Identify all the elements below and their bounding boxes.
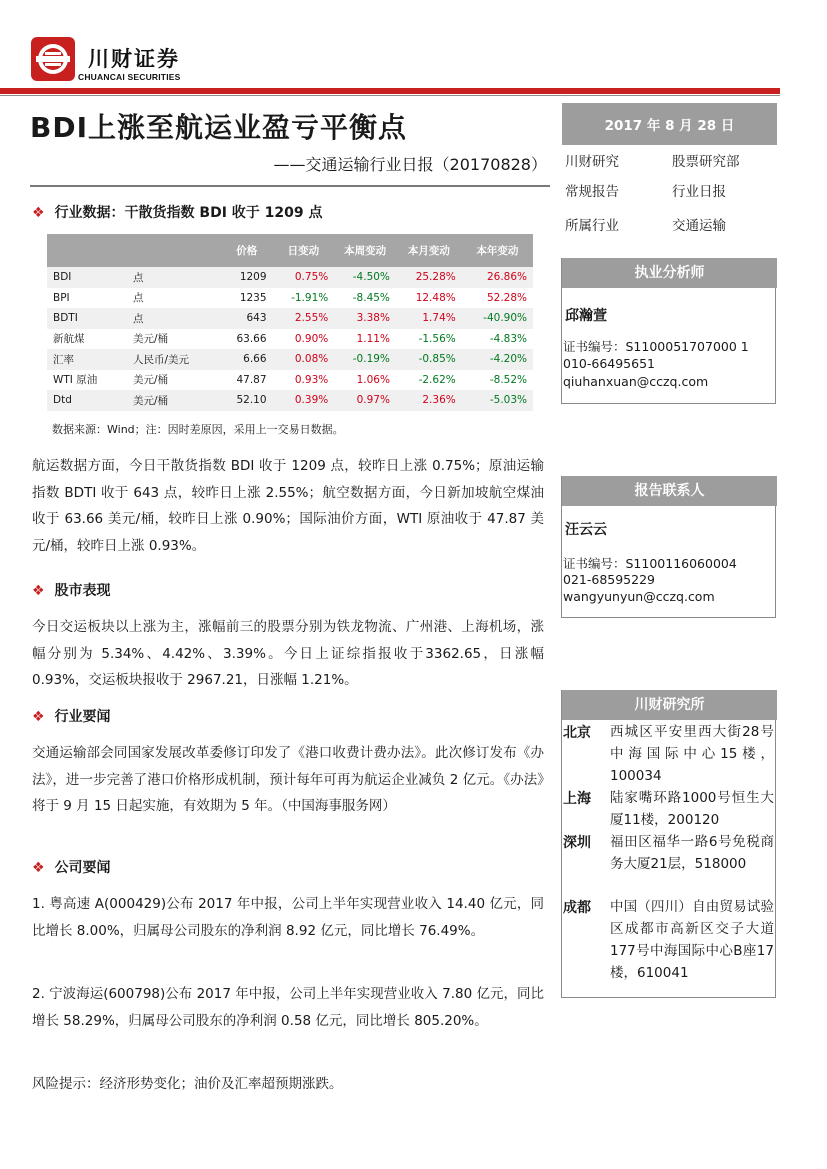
col-header: 本周变动 — [334, 234, 396, 267]
row-month: -1.56% — [418, 332, 456, 345]
row-year: -4.20% — [462, 349, 533, 370]
row-price: 643 — [221, 308, 273, 329]
company-news-item: 2. 宁波海运(600798)公布 2017 年中报，公司上半年实现营业收入 7.80 亿元，同比增长 58.29%，归属母公司股东的净利润 0.58 亿元，同比增长 805.20%。 — [32, 986, 544, 1029]
row-year: -5.03% — [462, 390, 533, 411]
office-city: 北京 — [563, 725, 591, 741]
row-week: 0.97% — [334, 390, 396, 411]
risk-note: 风险提示：经济形势变化；油价及汇率超预期涨跌。 — [32, 1076, 343, 1092]
row-month: 2.36% — [396, 390, 462, 411]
row-week: 1.06% — [356, 373, 390, 386]
office-city: 上海 — [563, 791, 591, 807]
analyst-header: 执业分析师 — [562, 258, 777, 288]
company-logo-icon — [31, 37, 75, 81]
section-heading-news: ❖ 行业要闻 — [32, 709, 111, 725]
row-month: 25.28% — [396, 267, 462, 288]
row-year: -40.90% — [462, 308, 533, 329]
row-month: 12.48% — [415, 291, 456, 304]
row-unit: 美元/桶 — [133, 390, 221, 411]
section-heading-company: ❖ 公司要闻 — [32, 860, 111, 876]
table-row — [47, 390, 533, 411]
diamond-bullet-icon: ❖ — [32, 583, 45, 599]
row-week: -0.19% — [334, 349, 396, 370]
row-price: 1235 — [239, 291, 267, 304]
table-row — [47, 329, 533, 350]
row-unit: 美元/桶 — [133, 333, 169, 346]
diamond-bullet-icon: ❖ — [32, 860, 45, 876]
meta-label: 所属行业 — [565, 218, 619, 234]
contact-name: 汪云云 — [565, 522, 607, 538]
analyst-name: 邱瀚萱 — [565, 308, 607, 324]
report-subtitle: ——交通运输行业日报（20170828） — [273, 155, 547, 174]
row-name: Dtd — [47, 390, 133, 411]
row-price: 63.66 — [236, 332, 267, 345]
contact-header: 报告联系人 — [562, 476, 777, 506]
contact-phone: 021-68595229 — [563, 572, 655, 587]
report-date: 2017 年 8 月 28 日 — [562, 103, 777, 145]
meta-value: 交通运输 — [672, 218, 726, 234]
row-name: 汇率 — [47, 349, 133, 370]
analyst-cert: 证书编号：S1100051707000 1 — [563, 339, 749, 354]
row-price: 6.66 — [221, 349, 273, 370]
header-divider — [0, 88, 780, 94]
row-week: -4.50% — [334, 267, 396, 288]
header-divider-shadow — [0, 95, 780, 96]
office-address: 西城区平安里西大街28号中海国际中心15楼，100034 — [610, 724, 774, 784]
row-name: BPI — [53, 291, 70, 304]
table-header-row — [47, 234, 533, 267]
office-city: 深圳 — [563, 835, 591, 851]
market-text: 今日交运板块以上涨为主，涨幅前三的股票分别为铁龙物流、广州港、上海机场，涨幅分别为 5.34%、4.42%、3.39%。今日上证综指报收于3362.65，日涨幅 0.93%，交运板块报收于 2967.21，日涨幅 1.21%。 — [32, 619, 544, 688]
title-rule — [30, 185, 550, 187]
row-year: 26.86% — [462, 267, 533, 288]
office-address: 中国（四川）自由贸易试验区成都市高新区交子大道177号中海国际中心B座17楼，610041 — [610, 899, 774, 981]
company-name-cn: 川财证券 — [88, 47, 180, 71]
row-week: -8.45% — [352, 291, 390, 304]
meta-value: 股票研究部 — [672, 154, 740, 170]
contact-cert: 证书编号：S1100116060004 — [563, 556, 737, 571]
row-month: -0.85% — [396, 349, 462, 370]
row-name: BDI — [47, 267, 133, 288]
row-price: 47.87 — [236, 373, 267, 386]
row-day: 0.75% — [273, 267, 335, 288]
row-day: 0.90% — [294, 332, 329, 345]
section-heading-market: ❖ 股市表现 — [32, 583, 111, 599]
office-city: 成都 — [563, 900, 591, 916]
company-name-en: CHUANCAI SECURITIES — [78, 72, 181, 82]
table-row — [47, 349, 533, 370]
meta-value: 行业日报 — [672, 184, 726, 200]
row-unit: 点 — [133, 292, 144, 305]
row-month: -2.62% — [418, 373, 456, 386]
table-row — [47, 308, 533, 329]
row-price: 52.10 — [221, 390, 273, 411]
meta-label: 川财研究 — [565, 154, 619, 170]
row-unit: 点 — [133, 308, 221, 329]
institute-header: 川财研究所 — [562, 690, 777, 720]
table-row — [47, 288, 533, 309]
col-header: 本年变动 — [462, 234, 533, 267]
row-year: 52.28% — [486, 291, 527, 304]
news-text: 交通运输部会同国家发展改革委修订印发了《港口收费计费办法》。此次修订发布《办法》，进一步完善了港口价格形成机制，预计每年可再为航运企业减负 2 亿元。《办法》将于 9 月 15 日起实施，有效期为 5 年。（中国海事服务网） — [32, 745, 544, 814]
row-week: 3.38% — [334, 308, 396, 329]
row-price: 1209 — [221, 267, 273, 288]
industry-data-table — [47, 234, 533, 411]
row-unit: 点 — [133, 267, 221, 288]
col-header: 价格 — [221, 234, 273, 267]
report-title: BDI上涨至航运业盈亏平衡点 — [30, 111, 408, 144]
office-address: 福田区福华一路6号免税商务大厦21层，518000 — [610, 834, 774, 872]
row-day: -1.91% — [291, 291, 329, 304]
row-name: 新航煤 — [53, 333, 85, 346]
row-day: 0.08% — [273, 349, 335, 370]
company-news-item: 1. 粤高速 A(000429)公布 2017 年中报，公司上半年实现营业收入 14.40 亿元，同比增长 8.00%，归属母公司股东的净利润 8.92 亿元，同比增长 76.49%。 — [32, 896, 544, 939]
section-heading-industry: ❖ 行业数据：干散货指数 BDI 收于 1209 点 — [32, 205, 323, 221]
col-header: 本月变动 — [396, 234, 462, 267]
diamond-bullet-icon: ❖ — [32, 205, 45, 221]
row-day: 0.39% — [273, 390, 335, 411]
table-row — [47, 267, 533, 288]
row-year: -4.83% — [489, 332, 527, 345]
row-day: 0.93% — [294, 373, 329, 386]
row-unit: 美元/桶 — [133, 374, 169, 387]
row-unit: 人民币/美元 — [133, 349, 221, 370]
table-source-note: 数据来源：Wind；注：因时差原因，采用上一交易日数据。 — [52, 423, 344, 436]
row-name: WTI 原油 — [53, 374, 98, 387]
row-day: 2.55% — [273, 308, 335, 329]
row-week: 1.11% — [356, 332, 390, 345]
contact-email: wangyunyun@cczq.com — [563, 589, 715, 604]
row-month: 1.74% — [396, 308, 462, 329]
row-year: -8.52% — [489, 373, 527, 386]
office-address: 陆家嘴环路1000号恒生大厦11楼，200120 — [610, 790, 774, 828]
analyst-email: qiuhanxuan@cczq.com — [563, 374, 709, 389]
meta-label: 常规报告 — [565, 184, 619, 200]
analyst-phone: 010-66495651 — [563, 356, 655, 371]
diamond-bullet-icon: ❖ — [32, 709, 45, 725]
row-name: BDTI — [47, 308, 133, 329]
table-row — [47, 370, 533, 391]
industry-summary: 航运数据方面，今日干散货指数 BDI 收于 1209 点，较昨日上涨 0.75%；原油运输指数 BDTI 收于 643 点，较昨日上涨 2.55%；航空数据方面，今日新加坡航空煤油收于 63.66 美元/桶，较昨日上涨 0.90%；国际油价方面，WTI 原油收于 47.87 美元/桶，较昨日上涨 0.93%。 — [32, 458, 544, 554]
col-header: 日变动 — [273, 234, 335, 267]
